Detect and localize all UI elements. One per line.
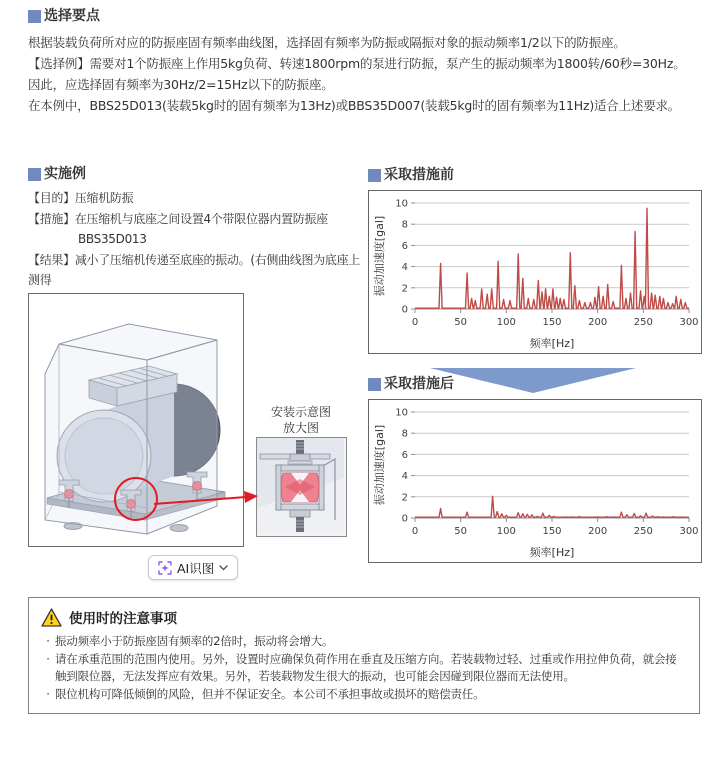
ai-image-recognition-button[interactable]: [148, 555, 238, 580]
example-measure: 【措施】在压缩机与底座之间设置4个带限位器内置防振座: [28, 211, 328, 226]
svg-text:50: 50: [454, 317, 468, 328]
example-heading-text: 实施例: [44, 166, 86, 182]
caution-title-text: 使用时的注意事项: [69, 611, 177, 627]
svg-text:4: 4: [401, 471, 408, 483]
svg-text:频率[Hz]: 频率[Hz]: [529, 546, 575, 559]
svg-text:300: 300: [679, 317, 699, 328]
svg-text:2: 2: [401, 283, 408, 295]
svg-text:250: 250: [633, 526, 653, 537]
before-heading-text: 采取措施前: [384, 167, 454, 183]
selection-line-4: 在本例中，BBS25D013(装载5kg时的固有频率为13Hz)或BBS35D007(装载5kg时的固有频率为11Hz)适合上述要求。: [28, 98, 681, 113]
after-measures-heading: [368, 376, 454, 392]
section-marker-icon: [28, 168, 41, 181]
example-purpose: 【目的】压缩机防振: [28, 191, 134, 205]
example-result: 【结果】减小了压缩机传递至底座的振动。(右侧曲线图为底座上测得: [28, 252, 360, 287]
caution-item: · 限位机构可降低倾倒的风险，但并不保证安全。本公司不承担事故或损坏的赔偿责任。: [46, 686, 485, 701]
svg-text:0: 0: [401, 513, 408, 525]
chart-after-measures: [368, 399, 702, 563]
selection-line-1: 根据装载负荷所对应的防振座固有频率曲线图，选择固有频率为防振或隔振对象的振动频率1/2以下的防振座。: [28, 35, 626, 50]
svg-text:8: 8: [401, 428, 408, 440]
svg-text:200: 200: [588, 317, 608, 328]
svg-text:8: 8: [401, 219, 408, 231]
warning-triangle-icon: [41, 608, 62, 627]
ai-scan-icon: [158, 561, 172, 575]
compressor-illustration: [29, 294, 243, 546]
svg-text:振动加速度[gal]: 振动加速度[gal]: [373, 215, 386, 297]
section-marker-icon: [28, 10, 41, 23]
usage-caution-box: [28, 597, 700, 714]
example-heading: [28, 166, 366, 182]
example-measure-part-number: BBS35D013: [78, 232, 147, 246]
svg-text:频率[Hz]: 频率[Hz]: [529, 337, 575, 350]
selection-points-heading: [28, 8, 710, 24]
after-heading-text: 采取措施后: [384, 376, 454, 392]
selection-line-3: 因此，应选择固有频率为30Hz/2=15Hz以下的防振座。: [28, 77, 334, 92]
svg-text:0: 0: [401, 304, 408, 316]
svg-text:0: 0: [411, 526, 419, 537]
selection-line-2: 【选择例】需要对1个防振座上作用5kg负荷、转速1800rpm的泵进行防振，泵产生的振动频率为1800转/60秒=30Hz。: [28, 56, 686, 71]
section-marker-icon: [368, 378, 381, 391]
compressor-illustration-frame: [28, 293, 244, 547]
svg-text:0: 0: [411, 317, 419, 328]
svg-text:6: 6: [401, 449, 408, 461]
svg-text:50: 50: [454, 526, 468, 537]
section-example: [28, 166, 366, 311]
transition-arrow-down-icon: [430, 367, 636, 393]
svg-text:100: 100: [496, 526, 516, 537]
mount-detail-frame: [256, 437, 347, 537]
chevron-down-icon: [219, 565, 228, 571]
svg-text:6: 6: [401, 240, 408, 252]
selection-points-heading-text: 选择要点: [44, 8, 100, 24]
svg-text:200: 200: [588, 526, 608, 537]
caution-item: · 振动频率小于防振座固有频率的2倍时，振动将会增大。: [46, 634, 334, 648]
svg-text:100: 100: [496, 317, 516, 328]
svg-text:300: 300: [679, 526, 699, 537]
svg-text:10: 10: [395, 198, 408, 210]
svg-text:10: 10: [395, 407, 408, 419]
inset-caption: 安装示意图 放大图: [270, 405, 331, 435]
svg-text:振动加速度[gal]: 振动加速度[gal]: [373, 424, 386, 506]
section-marker-icon: [368, 169, 381, 182]
svg-text:4: 4: [401, 262, 408, 274]
caution-title-row: [41, 607, 687, 627]
section-selection-points: [28, 8, 710, 116]
before-measures-heading: [368, 167, 454, 183]
svg-text:150: 150: [542, 526, 562, 537]
ai-button-label: AI识图: [177, 560, 215, 576]
mount-detail-illustration: [257, 438, 344, 534]
chart-before-measures: [368, 190, 702, 354]
svg-text:250: 250: [633, 317, 653, 328]
caution-item: · 请在承重范围的范围内使用。另外，设置时应确保负荷作用在垂直及压缩方向。若装载物过轻、过重或作用拉伸负荷，就会接触到限位器，无法发挥应有效果。另外，若装载物发生很大的振动，也可能会因碰到限位器而无法使用。: [46, 651, 677, 683]
svg-text:150: 150: [542, 317, 562, 328]
svg-text:2: 2: [401, 492, 408, 504]
